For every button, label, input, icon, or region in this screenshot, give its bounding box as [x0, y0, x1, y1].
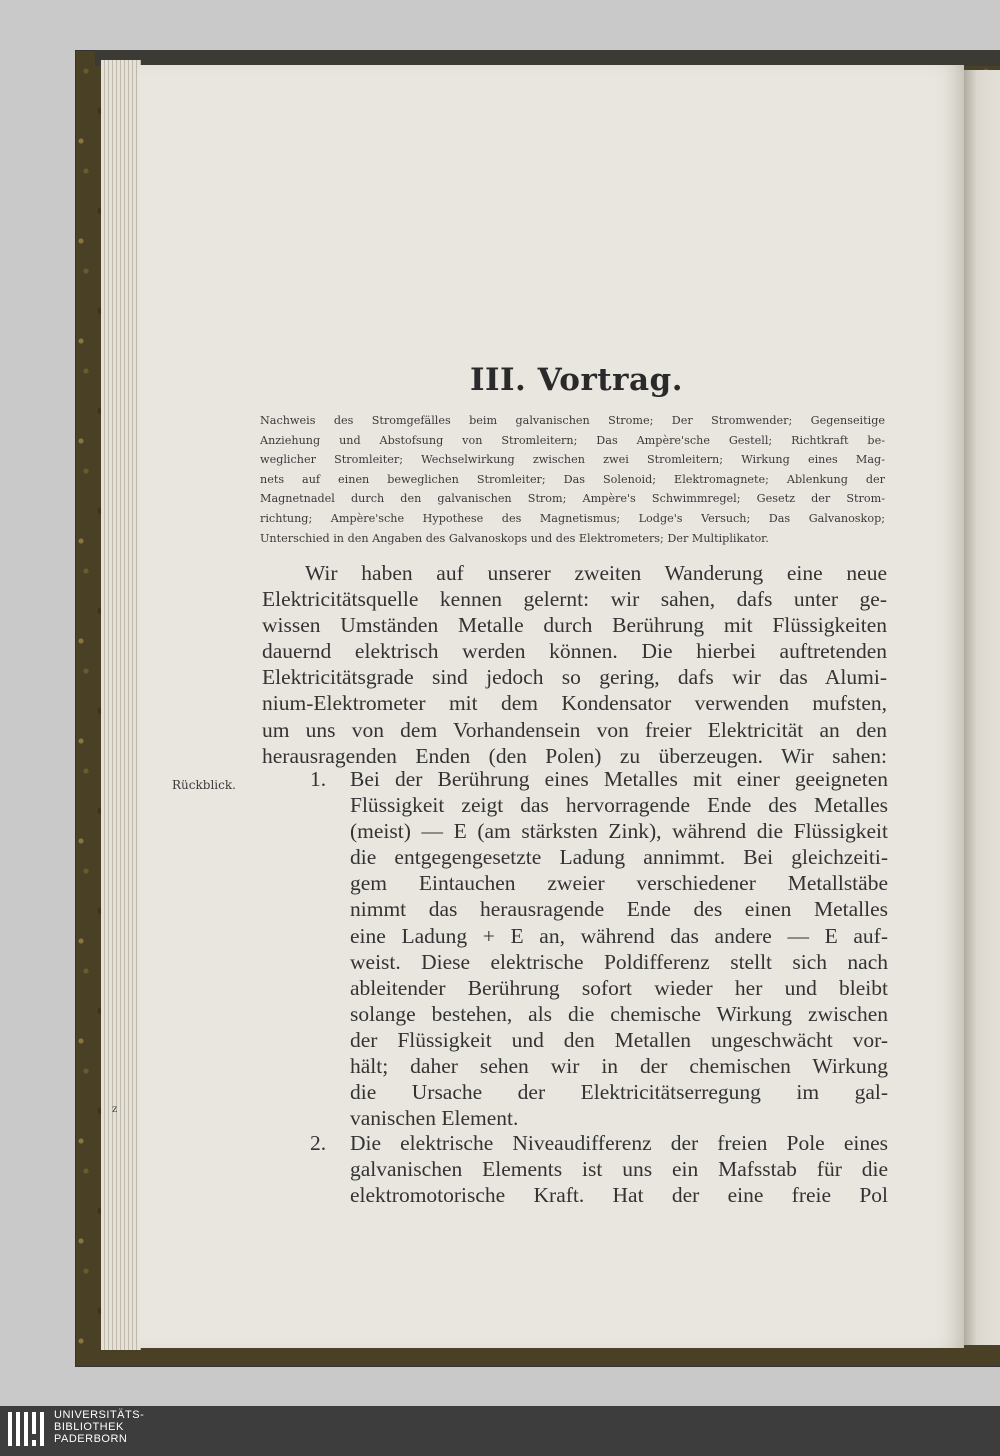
paragraph-line: Elektricitätsgrade sind jedoch so gering, dafs wir das Alumi- — [262, 665, 887, 690]
library-logo-icon — [6, 1410, 46, 1452]
summary-line: Anziehung und Abstofsung von Stromleitern; Das Ampère'sche Gestell; Richtkraft be- — [260, 433, 885, 447]
item-line: galvanischen Elements ist uns ein Mafsstab für die — [350, 1157, 888, 1182]
summary-line: Unterschied in den Angaben des Galvanoskops und des Elektrometers; Der Multiplikator. — [260, 531, 769, 545]
item-line: weist. Diese elektrische Poldifferenz stellt sich nach — [350, 949, 888, 974]
item-line: (meist) — E (am stärksten Zink), während die Flüssigkeit — [350, 819, 888, 844]
chapter-summary — [260, 411, 885, 548]
item-line: die Ursache der Elektricitätserregung im gal- — [350, 1080, 888, 1105]
item-line: vanischen Element. — [350, 1106, 519, 1131]
paragraph-line: Wir haben auf unserer zweiten Wanderung eine neue — [305, 561, 887, 585]
item-line: nimmt das herausragende Ende des einen Metalles — [350, 897, 888, 922]
chapter-heading: III. Vortrag. — [470, 362, 684, 398]
paragraph-line: um uns von dem Vorhandensein von freier Elektricität an den — [262, 717, 887, 742]
facing-page-edge — [962, 70, 1000, 1345]
item-number: 2. — [310, 1131, 327, 1155]
intro-paragraph — [262, 560, 887, 769]
summary-line: weglicher Stromleiter; Wechselwirkung zwischen zwei Stromleitern; Wirkung eines Mag- — [260, 453, 885, 467]
margin-note: Rückblick. — [172, 778, 236, 792]
item-line: eine Ladung + E an, während das andere — E auf- — [350, 923, 888, 948]
book-cover-edge — [95, 50, 1000, 66]
item-line: hält; daher sehen wir in der chemischen Wirkung — [350, 1054, 888, 1079]
item-line: solange bestehen, als die chemische Wirkung zwischen — [350, 1001, 888, 1026]
summary-line: nets auf einen beweglichen Stromleiter; Das Solenoid; Elektromagnete; Ablenkung der — [260, 472, 885, 486]
item-line: Die elektrische Niveaudifferenz der freien Pole eines — [350, 1131, 888, 1155]
paragraph-line: herausragenden Enden (den Polen) zu überzeugen. Wir sahen: — [262, 743, 887, 768]
item-line: Bei der Berührung eines Metalles mit einer geeigneten — [350, 767, 888, 791]
paragraph-line: Elektricitätsquelle kennen gelernt: wir sahen, dafs unter ge- — [262, 587, 887, 612]
summary-line: Nachweis des Stromgefälles beim galvanischen Strome; Der Stromwender; Gegenseitige — [260, 414, 885, 427]
item-line: elektromotorische Kraft. Hat der eine freie Pol — [350, 1183, 888, 1208]
library-name-line: UNIVERSITÄTS- — [54, 1409, 145, 1421]
library-name-line: BIBLIOTHEK — [54, 1421, 124, 1433]
paragraph-line: nium-Elektrometer mit dem Kondensator verwenden mufsten, — [262, 691, 887, 716]
summary-line: Magnetnadel durch den galvanischen Strom; Ampère's Schwimmregel; Gesetz der Strom- — [260, 492, 885, 506]
paragraph-line: dauernd elektrisch werden können. Die hierbei auftretenden — [262, 639, 887, 664]
item-line: Flüssigkeit zeigt das hervorragende Ende des Metalles — [350, 793, 888, 818]
item-line: der Flüssigkeit und den Metallen ungeschwächt vor- — [350, 1027, 888, 1052]
paragraph-line: wissen Umständen Metalle durch Berührung mit Flüssigkeiten — [262, 613, 887, 638]
margin-mark: z — [112, 1104, 118, 1115]
item-line: ableitender Berührung sofort wieder her und bleibt — [350, 975, 888, 1000]
item-line: gem Eintauchen zweier verschiedener Metallstäbe — [350, 871, 888, 896]
item-line: die entgegengesetzte Ladung annimmt. Bei gleichzeiti- — [350, 845, 888, 870]
page-edges — [101, 60, 141, 1350]
item-number: 1. — [310, 767, 327, 791]
item-text — [350, 766, 888, 1131]
library-name-line: PADERBORN — [54, 1433, 128, 1445]
library-footer — [0, 1406, 1000, 1456]
library-name — [54, 1409, 144, 1445]
item-text — [350, 1130, 888, 1208]
summary-line: richtung; Ampère'sche Hypothese des Magnetismus; Lodge's Versuch; Das Galvanoskop; — [260, 511, 885, 525]
